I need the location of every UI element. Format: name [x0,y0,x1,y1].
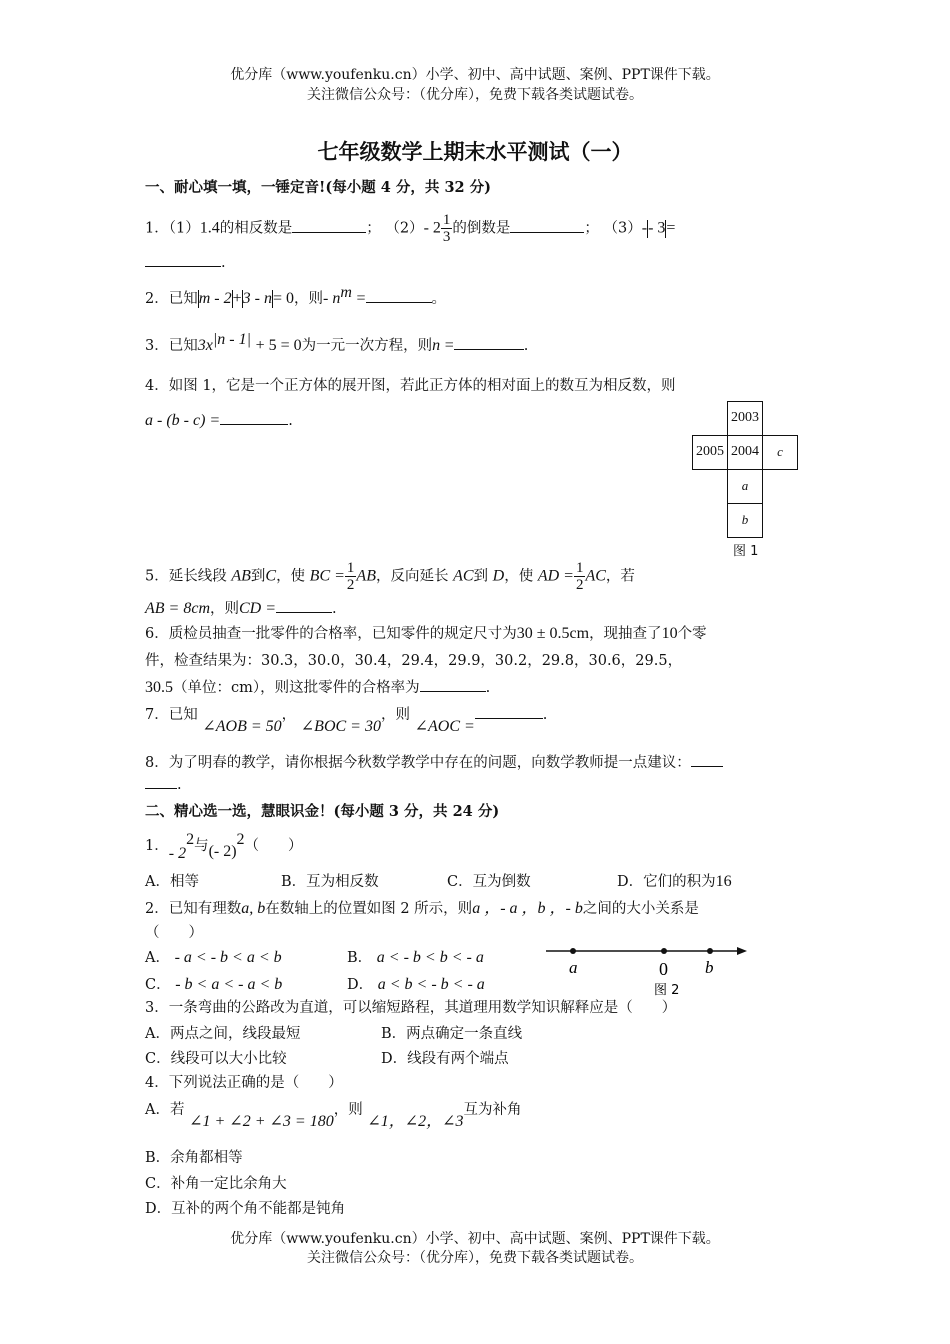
page-title: 七年级数学上期末水平测试（一） [317,139,633,164]
s2-q1-optA: A．相等 [145,874,199,890]
point-a [570,948,576,954]
label-b: b [705,958,714,977]
s2-q4: 4．下列说法正确的是（ ） [145,1075,343,1091]
s2-q4-optC: C．补角一定比余角大 [145,1176,287,1192]
s2-q1-optD: D．它们的积为16 [617,873,732,890]
section2-heading: 二、精心选一选，慧眼识金！(每小题 3 分，共 24 分) [145,803,500,820]
s2-q2-paren: （ ） [145,925,203,941]
number-line-arrow [737,947,747,955]
s1-q8-line2: . [145,774,182,795]
s2-q3-optB: B．两点确定一条直线 [381,1026,523,1042]
s2-q3: 3．一条弯曲的公路改为直道，可以缩短路程，其道理用数学知识解释应是（ ） [145,1000,677,1016]
figure2-number-line [540,935,760,1005]
header-line-2: 关注微信公众号：（优分库），免费下载各类试题试卷。 [307,87,643,103]
s1-q5: 5．延长线段 AB到C，使 BC = $\frac{1}{2}$ AB，反向延长 AC到 D，使 AD = $\frac{1}{2}$ AC，若 [145,560,635,593]
s2-q3-optA: A．两点之间，线段最短 [145,1026,301,1042]
s2-q2-optC: C． - b < a < - a < b [145,976,283,993]
s2-q1-optB: B．互为相反数 [281,874,379,890]
net-cell-c: c [762,435,798,470]
point-origin [661,948,667,954]
s2-q2-optB: B． a < - b < b < - a [347,949,484,966]
net-cell-2003: 2003 [727,401,763,436]
s1-q3: 3．已知$3x^{|n - 1|} + 5 = 0$为一元一次方程，则n = . [145,331,529,354]
point-b [707,948,713,954]
header-line-1: 优分库（www.youfenku.cn）小学、初中、高中试题、案例、PPT课件下载。 [230,67,720,83]
net-cell-b: b [727,503,763,538]
footer-line-1: 优分库（www.youfenku.cn）小学、初中、高中试题、案例、PPT课件下载。 [230,1231,720,1247]
net-cell-2004: 2004 [727,435,763,470]
s1-q7: 7．已知 ∠AOB = 50， ∠BOC = 30，则 ∠AOC =. [145,704,547,725]
s2-q3-optC: C．线段可以大小比较 [145,1051,287,1067]
s1-q5-line2: AB = 8cm，则CD = . [145,600,337,617]
s1-q1-answer-line: . [145,252,226,273]
figure1-caption: 图 1 [733,544,759,559]
section1-heading: 一、耐心填一填，一锤定音!(每小题 4 分，共 32 分) [145,179,492,196]
label-a: a [569,958,578,977]
net-cell-a: a [727,469,763,504]
footer-line-2: 关注微信公众号：（优分库），免费下载各类试题试卷。 [307,1250,643,1266]
s1-q1: 1．（1）1.4的相反数是 ； （2）- 2 $\frac{1}{3}$ 的倒数是 ； （3）-- 3= [145,212,676,245]
s2-q4-optB: B．余角都相等 [145,1150,243,1166]
s2-q4-optD: D．互补的两个角不能都是钝角 [145,1201,346,1217]
s1-q4: 4．如图 1，它是一个正方体的展开图，若此正方体的相对面上的数互为相反数，则 [145,378,676,394]
s1-q8: 8．为了明春的教学，请你根据今秋数学教学中存在的问题，向数学教师提一点建议： [145,752,723,773]
s1-q6-line3: 30.5（单位：cm），则这批零件的合格率为 . [145,679,491,696]
s1-q2: 2．已知m - 2+3 - n= 0，则- $n^m$ = 。 [145,284,447,307]
s2-q2-optD: D． a < b < - b < - a [347,976,485,993]
s2-q3-optD: D．线段有两个端点 [381,1051,509,1067]
s1-q4-expr: a - (b - c) = . [145,412,293,429]
label-0: 0 [659,959,668,979]
s1-q6-line2: 件，检查结果为：30.3，30.0，30.4，29.4，29.9，30.2，29.8，30.6，29.5， [145,653,683,669]
s2-q1: 1．- $2^2$与(- 2)$^2$（ ） [145,831,303,862]
s1-q6-line1: 6．质检员抽查一批零件的合格率，已知零件的规定尺寸为30 ± 0.5cm，现抽查了10个零 [145,625,707,642]
net-cell-2005: 2005 [692,435,728,470]
s2-q2: 2．已知有理数a, b在数轴上的位置如图 2 所示，则a ，- a ，b ，- b之间的大小关系是 [145,900,699,917]
s2-q1-optC: C．互为倒数 [447,874,531,890]
figure2-caption: 图 2 [654,983,680,998]
s2-q4-optA: A．若 ∠1 + ∠2 + ∠3 = 180，则 ∠1，∠2，∠3互为补角 [145,1102,522,1130]
s2-q2-optA: A． - a < - b < a < b [145,949,282,966]
